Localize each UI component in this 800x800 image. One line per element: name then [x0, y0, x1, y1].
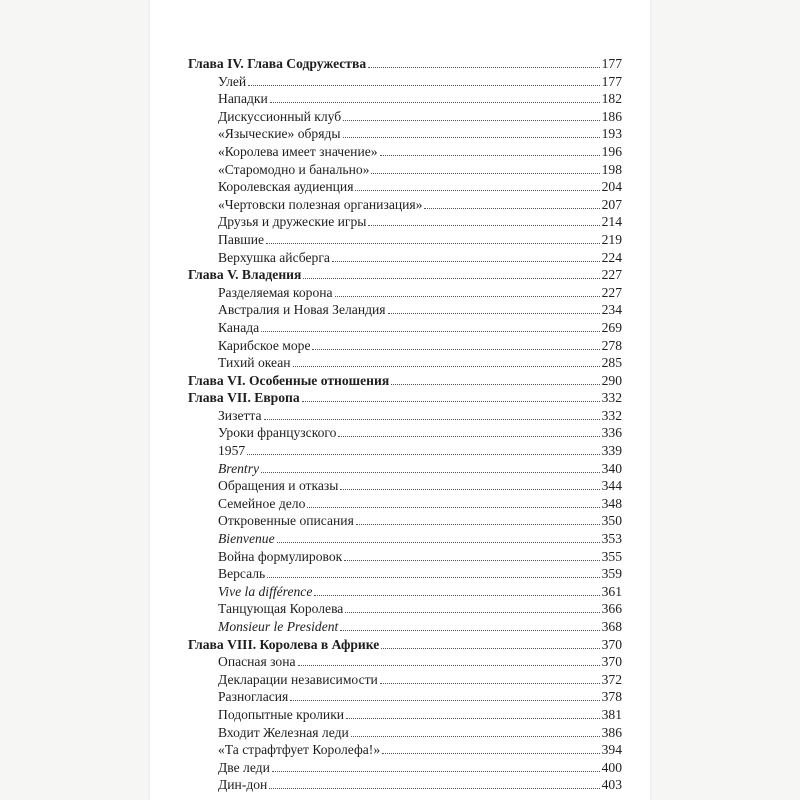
toc-entry-title: Глава VII. Европа: [188, 390, 300, 406]
toc-page-number: 370: [601, 636, 622, 652]
toc-entry-title: Версаль: [218, 566, 266, 582]
toc-section-row: [188, 442, 622, 460]
dot-leader: [307, 499, 599, 507]
toc-entry-title: Карибское море: [218, 337, 311, 353]
toc-entry-title: Австралия и Новая Зеландия: [218, 302, 386, 318]
dot-leader: [303, 271, 599, 279]
dot-leader: [293, 359, 600, 367]
toc-page-number: 386: [601, 724, 622, 740]
toc-entry-title: Верхушка айсберга: [218, 249, 330, 265]
toc-section-row: [188, 407, 622, 425]
toc-entry-title: 1957: [218, 443, 246, 459]
toc-section-row: [188, 73, 622, 91]
toc-page-number: 332: [601, 407, 622, 423]
toc-section-row: [188, 759, 622, 777]
toc-entry-title: Королевская аудиенция: [218, 179, 354, 195]
toc-section-row: [188, 512, 622, 530]
toc-entry-title: Война формулировок: [218, 548, 343, 564]
toc-page-number: 269: [601, 319, 622, 335]
toc-page-number: 350: [601, 513, 622, 529]
toc-section-row: [188, 724, 622, 742]
toc-page-number: 361: [601, 583, 622, 599]
toc-section-row: [188, 530, 622, 548]
dot-leader: [332, 253, 600, 261]
toc-section-row: [188, 671, 622, 689]
toc-section-row: [188, 688, 622, 706]
dot-leader: [272, 763, 600, 771]
toc-entry-title: Разделяемая корона: [218, 284, 333, 300]
toc-section-row: [188, 424, 622, 442]
dot-leader: [261, 323, 599, 331]
toc-section-row: [188, 143, 622, 161]
dot-leader: [371, 165, 599, 173]
toc-entry-title: Улей: [218, 73, 247, 89]
toc-entry-title: Зизетта: [218, 407, 262, 423]
toc-entry-title: Monsieur le President: [218, 619, 339, 634]
dot-leader: [269, 781, 599, 789]
toc-entry-title: Павшие: [218, 231, 265, 247]
toc-entry-title: Входит Железная леди: [218, 724, 349, 740]
dot-leader: [355, 183, 599, 191]
toc-page-number: 219: [601, 231, 622, 247]
toc-section-row: [188, 337, 622, 355]
toc-page-number: 359: [601, 566, 622, 582]
toc-section-row: [188, 178, 622, 196]
table-of-contents: [188, 55, 622, 794]
toc-page-number: 348: [601, 495, 622, 511]
dot-leader: [356, 517, 600, 525]
toc-page-number: 182: [601, 91, 622, 107]
toc-entry-title: Глава IV. Глава Содружества: [188, 56, 367, 71]
toc-entry-title: Дин-дон: [218, 777, 268, 793]
toc-entry-title: Нападки: [218, 91, 268, 107]
dot-leader: [345, 605, 599, 613]
dot-leader: [277, 535, 600, 543]
toc-page-number: 339: [601, 443, 622, 459]
toc-entry-title: Подопытные кролики: [218, 706, 345, 722]
toc-page-number: 193: [601, 126, 622, 142]
toc-page-number: 177: [601, 56, 622, 71]
toc-entry-title: Семейное дело: [218, 495, 306, 511]
toc-section-row: [188, 284, 622, 302]
dot-leader: [368, 218, 599, 226]
toc-page-number: 394: [601, 742, 622, 758]
toc-section-row: [188, 477, 622, 495]
toc-chapter-row: [188, 636, 622, 654]
dot-leader: [267, 570, 599, 578]
toc-entry-title: Опасная зона: [218, 654, 296, 670]
toc-page-number: 234: [601, 302, 622, 318]
toc-section-row: [188, 495, 622, 513]
toc-entry-title: Глава VIII. Королева в Африке: [188, 636, 380, 652]
dot-leader: [343, 112, 599, 120]
toc-section-row: [188, 741, 622, 759]
toc-entry-title: Vive la différence: [218, 583, 313, 599]
toc-page-number: 381: [601, 706, 622, 722]
toc-page-number: 177: [601, 73, 622, 89]
toc-page-number: 340: [601, 460, 622, 476]
dot-leader: [424, 200, 599, 208]
toc-section-row: [188, 548, 622, 566]
toc-section-row: [188, 776, 622, 794]
dot-leader: [264, 411, 600, 419]
toc-page-number: 400: [601, 759, 622, 775]
toc-section-row: [188, 90, 622, 108]
toc-entry-title: Глава V. Владения: [188, 267, 302, 283]
toc-chapter-row: [188, 266, 622, 284]
dot-leader: [312, 341, 599, 349]
toc-entry-title: «Чертовски полезная организация»: [218, 196, 423, 212]
dot-leader: [247, 447, 599, 455]
toc-page-number: 355: [601, 548, 622, 564]
toc-page-number: 403: [601, 777, 622, 793]
dot-leader: [298, 658, 600, 666]
dot-leader: [380, 148, 600, 156]
dot-leader: [270, 95, 600, 103]
toc-entry-title: Декларации независимости: [218, 671, 378, 687]
toc-page-number: 353: [601, 531, 622, 547]
toc-chapter-row: [188, 372, 622, 390]
dot-leader: [335, 288, 600, 296]
toc-page-number: 344: [601, 478, 622, 494]
toc-page-number: 227: [601, 284, 622, 300]
toc-entry-title: «Языческие» обряды: [218, 126, 341, 142]
toc-page-number: 224: [601, 249, 622, 265]
dot-leader: [381, 640, 599, 648]
toc-section-row: [188, 161, 622, 179]
dot-leader: [351, 728, 600, 736]
toc-entry-title: Тихий океан: [218, 355, 291, 371]
toc-section-row: [188, 565, 622, 583]
toc-page-number: 336: [601, 425, 622, 441]
toc-page-number: 370: [601, 654, 622, 670]
toc-chapter-row: [188, 55, 622, 73]
toc-page-number: 285: [601, 355, 622, 371]
toc-page-number: 214: [601, 214, 622, 230]
toc-page-number: 366: [601, 601, 622, 617]
dot-leader: [368, 60, 599, 68]
toc-page-number: 372: [601, 671, 622, 687]
toc-entry-title: Обращения и отказы: [218, 478, 339, 494]
dot-leader: [346, 711, 600, 719]
toc-section-row: [188, 319, 622, 337]
toc-entry-title: Две леди: [218, 759, 270, 775]
toc-entry-title: Уроки французского: [218, 425, 337, 441]
toc-chapter-row: [188, 389, 622, 407]
dot-leader: [388, 306, 600, 314]
toc-entry-title: Глава VI. Особенные отношения: [188, 372, 390, 388]
dot-leader: [314, 587, 599, 595]
dot-leader: [343, 130, 600, 138]
toc-entry-title: «Старомодно и банально»: [218, 161, 370, 177]
toc-entry-title: Канада: [218, 319, 260, 335]
dot-leader: [261, 464, 600, 472]
toc-section-row: [188, 653, 622, 671]
toc-section-row: [188, 231, 622, 249]
toc-page-number: 278: [601, 337, 622, 353]
toc-page-number: 227: [601, 267, 622, 283]
toc-page-number: 368: [601, 619, 622, 634]
dot-leader: [340, 623, 599, 631]
toc-page-number: 207: [601, 196, 622, 212]
dot-leader: [248, 77, 599, 85]
toc-page-number: 204: [601, 179, 622, 195]
toc-page-number: 196: [601, 143, 622, 159]
dot-leader: [382, 746, 599, 754]
toc-section-row: [188, 108, 622, 126]
toc-section-row: [188, 301, 622, 319]
toc-section-row: [188, 618, 622, 636]
toc-page-number: 290: [601, 372, 622, 388]
toc-page-number: 198: [601, 161, 622, 177]
dot-leader: [302, 394, 600, 402]
toc-entry-title: Танцующая Королева: [218, 601, 344, 617]
toc-entry-title: Разногласия: [218, 689, 289, 705]
toc-page-number: 186: [601, 108, 622, 124]
toc-section-row: [188, 460, 622, 478]
dot-leader: [266, 235, 600, 243]
toc-entry-title: Откровенные описания: [218, 513, 354, 529]
dot-leader: [391, 376, 599, 384]
toc-section-row: [188, 196, 622, 214]
toc-page-number: 378: [601, 689, 622, 705]
toc-section-row: [188, 583, 622, 601]
toc-entry-title: Bienvenue: [218, 531, 275, 547]
toc-entry-title: Brentry: [218, 460, 260, 476]
toc-section-row: [188, 213, 622, 231]
toc-entry-title: Дискуссионный клуб: [218, 108, 342, 124]
toc-section-row: [188, 600, 622, 618]
dot-leader: [340, 482, 599, 490]
toc-entry-title: «Королева имеет значение»: [218, 143, 378, 159]
dot-leader: [380, 675, 600, 683]
toc-section-row: [188, 125, 622, 143]
toc-section-row: [188, 706, 622, 724]
dot-leader: [338, 429, 599, 437]
toc-page-number: 332: [601, 390, 622, 406]
toc-entry-title: Друзья и дружеские игры: [218, 214, 367, 230]
toc-section-row: [188, 354, 622, 372]
dot-leader: [290, 693, 599, 701]
toc-entry-title: «Та страфтфует Королефа!»: [218, 742, 381, 758]
toc-section-row: [188, 249, 622, 267]
dot-leader: [344, 552, 599, 560]
